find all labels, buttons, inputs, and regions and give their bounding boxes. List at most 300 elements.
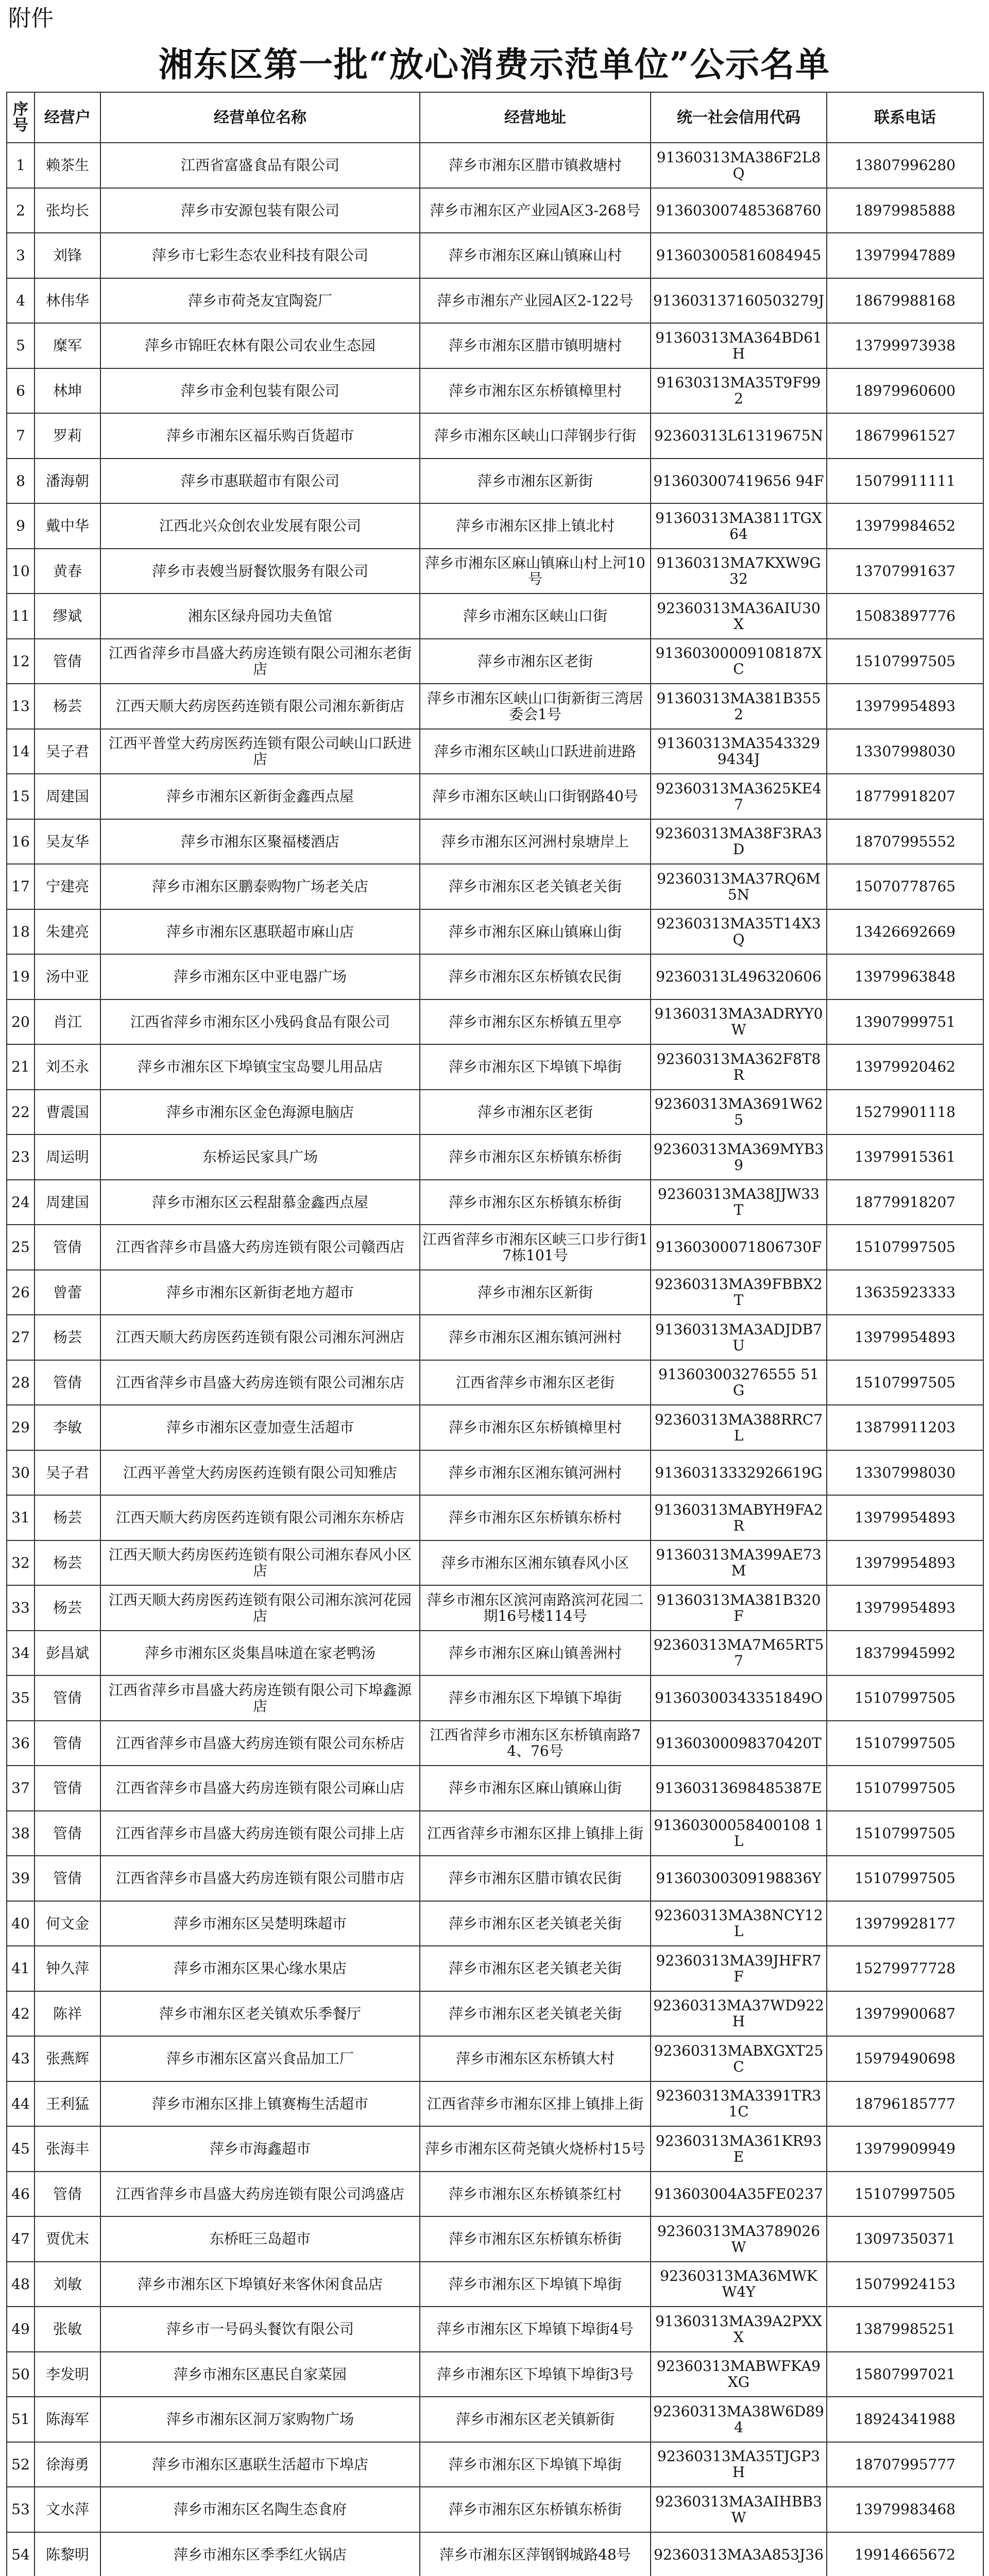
column-header-business-name: 经营单位名称: [100, 92, 420, 143]
cell-credit-code: 92360313MA362F8T8R: [651, 1044, 827, 1090]
table-row: [7, 1495, 983, 1540]
cell-business-name: 江西平普堂大药房医药连锁有限公司峡山口跃进店: [100, 729, 420, 774]
cell-address: 萍乡市湘东区东桥镇樟里村: [420, 1405, 651, 1450]
table-row: [7, 954, 983, 999]
cell-operator: 吴子君: [35, 1450, 100, 1496]
table-row: [7, 1675, 983, 1721]
cell-business-name: 江西省萍乡市昌盛大药房连锁有限公司麻山店: [100, 1766, 420, 1811]
cell-business-name: 萍乡市表嫂当厨餐饮服务有限公司: [100, 549, 420, 594]
cell-phone: 13979915361: [827, 1134, 983, 1180]
cell-index: 16: [7, 819, 35, 865]
cell-phone: 15107997505: [827, 1721, 983, 1766]
cell-operator: 周运明: [35, 1134, 100, 1180]
cell-address: 萍乡市湘东区麻山镇麻山街: [420, 909, 651, 955]
cell-operator: 宁建亮: [35, 864, 100, 909]
cell-business-name: 萍乡市湘东区惠民自家菜园: [100, 2352, 420, 2397]
cell-credit-code: 92360313MA3691W625: [651, 1090, 827, 1135]
cell-phone: 13097350371: [827, 2216, 983, 2262]
table-row: [7, 2126, 983, 2172]
cell-credit-code: 92360313MA3391TR31C: [651, 2081, 827, 2127]
cell-operator: 汤中亚: [35, 954, 100, 999]
cell-operator: 罗莉: [35, 413, 100, 459]
cell-operator: 管倩: [35, 1721, 100, 1766]
cell-operator: 黄春: [35, 549, 100, 594]
cell-phone: 13979954893: [827, 1315, 983, 1360]
cell-business-name: 萍乡市湘东区惠联生活超市下埠店: [100, 2442, 420, 2487]
cell-business-name: 江西省萍乡市昌盛大药房连锁有限公司湘东老街店: [100, 639, 420, 684]
cell-credit-code: 92360313MA369MYB39: [651, 1134, 827, 1180]
table-row: [7, 999, 983, 1045]
cell-business-name: 萍乡市湘东区福乐购百货超市: [100, 413, 420, 459]
cell-phone: 13879985251: [827, 2307, 983, 2352]
cell-credit-code: 913603003276555 51G: [651, 1360, 827, 1405]
cell-business-name: 江西天顺大药房医药连锁有限公司湘东春风小区店: [100, 1540, 420, 1586]
cell-credit-code: 913603007419656 94F: [651, 459, 827, 504]
cell-business-name: 江西省萍乡市湘东区小残码食品有限公司: [100, 999, 420, 1045]
cell-index: 7: [7, 413, 35, 459]
cell-credit-code: 92360313L61319675N: [651, 413, 827, 459]
cell-operator: 王利猛: [35, 2081, 100, 2127]
cell-business-name: 萍乡市湘东区鹏泰购物广场老关店: [100, 864, 420, 909]
cell-credit-code: 92360313MA38F3RA3D: [651, 819, 827, 865]
cell-credit-code: 92360313MA39JHFR7F: [651, 1946, 827, 1991]
cell-credit-code: 92360313MA361KR93E: [651, 2126, 827, 2172]
cell-address: 萍乡市湘东区荷尧镇火烧桥村15号: [420, 2126, 651, 2172]
table-header-row: [7, 92, 983, 143]
cell-address: 萍乡市湘东区湘东镇春风小区: [420, 1540, 651, 1586]
table-row: [7, 2216, 983, 2262]
cell-operator: 杨芸: [35, 1495, 100, 1540]
cell-index: 10: [7, 549, 35, 594]
cell-address: 萍乡市湘东区下埠镇下埠街3号: [420, 2352, 651, 2397]
cell-business-name: 萍乡市湘东区下埠镇宝宝岛婴儿用品店: [100, 1044, 420, 1090]
table-row: [7, 2172, 983, 2217]
cell-business-name: 萍乡市湘东区壹加壹生活超市: [100, 1405, 420, 1450]
cell-business-name: 江西天顺大药房医药连锁有限公司湘东新街店: [100, 684, 420, 729]
cell-phone: 15107997505: [827, 2172, 983, 2217]
cell-index: 22: [7, 1090, 35, 1135]
cell-phone: 13307998030: [827, 729, 983, 774]
cell-business-name: 萍乡市湘东区下埠镇好来客休闲食品店: [100, 2262, 420, 2307]
cell-address: 江西省萍乡市湘东区排上镇排上街: [420, 2081, 651, 2127]
cell-phone: 13907999751: [827, 999, 983, 1045]
cell-index: 40: [7, 1901, 35, 1946]
cell-credit-code: 91360300058400108 1L: [651, 1811, 827, 1856]
cell-business-name: 萍乡市湘东区名陶生态食府: [100, 2487, 420, 2532]
cell-index: 51: [7, 2397, 35, 2442]
cell-credit-code: 92360313MA39FBBX2T: [651, 1270, 827, 1315]
cell-phone: 13426692669: [827, 909, 983, 955]
cell-address: 萍乡市湘东区峡山口萍钢步行街: [420, 413, 651, 459]
cell-phone: 15807997021: [827, 2352, 983, 2397]
cell-address: 萍乡市湘东区东桥镇茶红村: [420, 2172, 651, 2217]
cell-credit-code: 92360313MA37WD922H: [651, 1991, 827, 2037]
cell-credit-code: 92360313MA35T14X3Q: [651, 909, 827, 955]
cell-address: 萍乡市湘东区麻山镇麻山街: [420, 1766, 651, 1811]
table-row: [7, 549, 983, 594]
cell-address: 江西省萍乡市湘东区老街: [420, 1360, 651, 1405]
cell-credit-code: 92360313MA38JJW33T: [651, 1180, 827, 1225]
cell-phone: 18979960600: [827, 368, 983, 414]
cell-credit-code: 91360313MA7KXW9G32: [651, 549, 827, 594]
table-row: [7, 1225, 983, 1270]
table-row: [7, 1044, 983, 1090]
cell-address: 萍乡市湘东区老关镇老关街: [420, 1901, 651, 1946]
cell-credit-code: 91360300309198836Y: [651, 1856, 827, 1901]
table-row: [7, 1540, 983, 1586]
cell-operator: 周建国: [35, 1180, 100, 1225]
cell-phone: 15079924153: [827, 2262, 983, 2307]
cell-phone: 13979909949: [827, 2126, 983, 2172]
table-row: [7, 2442, 983, 2487]
cell-operator: 陈黎明: [35, 2532, 100, 2576]
cell-credit-code: 92360313MABWFKA9XG: [651, 2352, 827, 2397]
cell-phone: 15107997505: [827, 1225, 983, 1270]
cell-business-name: 江西天顺大药房医药连锁有限公司湘东东桥店: [100, 1495, 420, 1540]
table-row: [7, 459, 983, 504]
cell-credit-code: 91630313MA35T9F992: [651, 368, 827, 414]
cell-credit-code: 92360313MA38NCY12L: [651, 1901, 827, 1946]
cell-operator: 管倩: [35, 1811, 100, 1856]
cell-index: 20: [7, 999, 35, 1045]
cell-credit-code: 91360313MA3ADRYY0W: [651, 999, 827, 1045]
cell-index: 21: [7, 1044, 35, 1090]
cell-address: 萍乡市湘东产业园A区2-122号: [420, 278, 651, 324]
cell-phone: 15107997505: [827, 1360, 983, 1405]
cell-address: 萍乡市湘东区峡山口街新街三湾居委会1号: [420, 684, 651, 729]
cell-phone: 13979983468: [827, 2487, 983, 2532]
cell-index: 50: [7, 2352, 35, 2397]
cell-phone: 18707995777: [827, 2442, 983, 2487]
cell-credit-code: 913603007485368760: [651, 188, 827, 233]
table-row: [7, 729, 983, 774]
cell-operator: 管倩: [35, 639, 100, 684]
cell-index: 34: [7, 1631, 35, 1676]
cell-business-name: 江西北兴众创农业发展有限公司: [100, 503, 420, 549]
cell-operator: 李发明: [35, 2352, 100, 2397]
cell-credit-code: 92360313MA36AIU30X: [651, 594, 827, 639]
table-row: [7, 1721, 983, 1766]
cell-index: 18: [7, 909, 35, 955]
cell-index: 48: [7, 2262, 35, 2307]
cell-credit-code: 92360313MA3A853J36: [651, 2532, 827, 2576]
cell-business-name: 萍乡市湘东区果心缘水果店: [100, 1946, 420, 1991]
cell-address: 萍乡市湘东区湘东镇河洲村: [420, 1450, 651, 1496]
cell-credit-code: 91360313MA381B3552: [651, 684, 827, 729]
cell-index: 49: [7, 2307, 35, 2352]
cell-business-name: 萍乡市湘东区老关镇欢乐季餐厅: [100, 1991, 420, 2037]
cell-address: 萍乡市湘东区下埠镇下埠街: [420, 1675, 651, 1721]
cell-credit-code: 91360313MA381B320F: [651, 1585, 827, 1631]
cell-index: 6: [7, 368, 35, 414]
cell-phone: 18796185777: [827, 2081, 983, 2127]
cell-business-name: 萍乡市锦旺农林有限公司农业生态园: [100, 323, 420, 368]
cell-index: 43: [7, 2036, 35, 2081]
table-row: [7, 1811, 983, 1856]
cell-business-name: 萍乡市湘东区富兴食品加工厂: [100, 2036, 420, 2081]
cell-credit-code: 92360313MA3625KE47: [651, 774, 827, 819]
cell-index: 25: [7, 1225, 35, 1270]
cell-index: 19: [7, 954, 35, 999]
cell-operator: 张均长: [35, 188, 100, 233]
cell-operator: 徐海勇: [35, 2442, 100, 2487]
cell-operator: 刘丕永: [35, 1044, 100, 1090]
cell-operator: 管倩: [35, 1856, 100, 1901]
cell-index: 17: [7, 864, 35, 909]
cell-phone: 15107997505: [827, 1766, 983, 1811]
cell-credit-code: 92360313MA37RQ6M5N: [651, 864, 827, 909]
cell-business-name: 萍乡市惠联超市有限公司: [100, 459, 420, 504]
cell-index: 14: [7, 729, 35, 774]
cell-index: 39: [7, 1856, 35, 1901]
cell-index: 53: [7, 2487, 35, 2532]
cell-phone: 13979954893: [827, 1540, 983, 1586]
cell-business-name: 萍乡市湘东区中亚电器广场: [100, 954, 420, 999]
cell-credit-code: 913603005816084945: [651, 233, 827, 278]
table-row: [7, 2397, 983, 2442]
cell-credit-code: 91360313698485387E: [651, 1766, 827, 1811]
cell-business-name: 萍乡市湘东区新街金鑫西点屋: [100, 774, 420, 819]
cell-address: 萍乡市湘东区东桥镇五里亭: [420, 999, 651, 1045]
table-row: [7, 503, 983, 549]
cell-phone: 15107997505: [827, 1675, 983, 1721]
cell-address: 萍乡市湘东区麻山镇善洲村: [420, 1631, 651, 1676]
cell-index: 9: [7, 503, 35, 549]
cell-index: 29: [7, 1405, 35, 1450]
cell-address: 萍乡市湘东区老关镇新街: [420, 2397, 651, 2442]
cell-address: 萍乡市湘东区老街: [420, 1090, 651, 1135]
cell-credit-code: 92360313MA3AIHBB3W: [651, 2487, 827, 2532]
table-row: [7, 1450, 983, 1496]
cell-business-name: 萍乡市海鑫超市: [100, 2126, 420, 2172]
cell-credit-code: 91360313MA386F2L8Q: [651, 143, 827, 188]
cell-address: 萍乡市湘东区新街: [420, 1270, 651, 1315]
cell-index: 36: [7, 1721, 35, 1766]
cell-credit-code: 92360313MA3789026W: [651, 2216, 827, 2262]
cell-business-name: 萍乡市湘东区排上镇赛梅生活超市: [100, 2081, 420, 2127]
cell-operator: 朱建亮: [35, 909, 100, 955]
table-row: [7, 1090, 983, 1135]
cell-business-name: 东桥旺三岛超市: [100, 2216, 420, 2262]
cell-index: 37: [7, 1766, 35, 1811]
cell-address: 萍乡市湘东区麻山镇麻山村: [420, 233, 651, 278]
cell-index: 3: [7, 233, 35, 278]
table-row: [7, 2036, 983, 2081]
cell-operator: 刘敏: [35, 2262, 100, 2307]
cell-address: 萍乡市湘东区东桥镇东桥街: [420, 1180, 651, 1225]
cell-address: 萍乡市湘东区东桥镇农民街: [420, 954, 651, 999]
cell-phone: 18679988168: [827, 278, 983, 324]
merchant-table: [6, 92, 984, 2576]
cell-index: 32: [7, 1540, 35, 1586]
table-row: [7, 1585, 983, 1631]
cell-phone: 13979963848: [827, 954, 983, 999]
cell-phone: 15083897776: [827, 594, 983, 639]
cell-operator: 何文金: [35, 1901, 100, 1946]
cell-phone: 18679961527: [827, 413, 983, 459]
cell-credit-code: 91360313332926619G: [651, 1450, 827, 1496]
cell-operator: 林坤: [35, 368, 100, 414]
cell-index: 54: [7, 2532, 35, 2576]
cell-operator: 刘锋: [35, 233, 100, 278]
cell-operator: 戴中华: [35, 503, 100, 549]
cell-phone: 18979985888: [827, 188, 983, 233]
cell-address: 萍乡市湘东区下埠镇下埠街: [420, 2262, 651, 2307]
cell-business-name: 江西省萍乡市昌盛大药房连锁有限公司赣西店: [100, 1225, 420, 1270]
cell-business-name: 江西省富盛食品有限公司: [100, 143, 420, 188]
cell-address: 萍乡市湘东区河洲村泉塘岸上: [420, 819, 651, 865]
cell-credit-code: 913603137160503279J: [651, 278, 827, 324]
document-title: 湘东区第一批“放心消费示范单位”公示名单: [159, 44, 830, 84]
cell-index: 27: [7, 1315, 35, 1360]
cell-operator: 张燕辉: [35, 2036, 100, 2081]
cell-phone: 13707991637: [827, 549, 983, 594]
cell-index: 31: [7, 1495, 35, 1540]
cell-credit-code: 91360300343351849O: [651, 1675, 827, 1721]
cell-operator: 管倩: [35, 1360, 100, 1405]
cell-credit-code: 92360313MA7M65RT57: [651, 1631, 827, 1676]
table-row: [7, 1946, 983, 1991]
cell-operator: 缪斌: [35, 594, 100, 639]
cell-phone: 18707995552: [827, 819, 983, 865]
table-row: [7, 1360, 983, 1405]
cell-business-name: 萍乡市一号码头餐饮有限公司: [100, 2307, 420, 2352]
table-row: [7, 143, 983, 188]
cell-operator: 杨芸: [35, 684, 100, 729]
cell-index: 33: [7, 1585, 35, 1631]
cell-index: 26: [7, 1270, 35, 1315]
cell-index: 1: [7, 143, 35, 188]
table-row: [7, 188, 983, 233]
cell-business-name: 萍乡市金利包装有限公司: [100, 368, 420, 414]
cell-operator: 文水萍: [35, 2487, 100, 2532]
cell-address: 萍乡市湘东区下埠镇下埠街4号: [420, 2307, 651, 2352]
cell-business-name: 江西天顺大药房医药连锁有限公司湘东河洲店: [100, 1315, 420, 1360]
cell-operator: 张海丰: [35, 2126, 100, 2172]
table-row: [7, 1180, 983, 1225]
cell-phone: 15279977728: [827, 1946, 983, 1991]
cell-operator: 陈祥: [35, 1991, 100, 2037]
cell-address: 江西省萍乡市湘东区峡三口步行街17栋101号: [420, 1225, 651, 1270]
cell-operator: 管倩: [35, 1766, 100, 1811]
table-row: [7, 1856, 983, 1901]
cell-index: 11: [7, 594, 35, 639]
cell-index: 8: [7, 459, 35, 504]
cell-phone: 15107997505: [827, 639, 983, 684]
cell-phone: 13979954893: [827, 684, 983, 729]
cell-index: 35: [7, 1675, 35, 1721]
cell-phone: 15079911111: [827, 459, 983, 504]
cell-operator: 周建国: [35, 774, 100, 819]
cell-credit-code: 92360313MA36MWKW4Y: [651, 2262, 827, 2307]
table-row: [7, 413, 983, 459]
cell-address: 萍乡市湘东区老关镇老关街: [420, 1946, 651, 1991]
cell-business-name: 萍乡市湘东区吴楚明珠超市: [100, 1901, 420, 1946]
cell-address: 萍乡市湘东区老关镇老关街: [420, 864, 651, 909]
cell-credit-code: 91360313MA39A2PXXX: [651, 2307, 827, 2352]
cell-phone: 13799973938: [827, 323, 983, 368]
cell-operator: 李敏: [35, 1405, 100, 1450]
cell-phone: 13979954893: [827, 1495, 983, 1540]
table-row: [7, 774, 983, 819]
table-body: [7, 143, 983, 2576]
cell-address: 萍乡市湘东区下埠镇下埠街: [420, 2442, 651, 2487]
cell-phone: 13979920462: [827, 1044, 983, 1090]
cell-operator: 陈海军: [35, 2397, 100, 2442]
cell-credit-code: 91360313MA399AE73M: [651, 1540, 827, 1586]
table-row: [7, 639, 983, 684]
cell-business-name: 湘东区绿舟园功夫鱼馆: [100, 594, 420, 639]
cell-operator: 林伟华: [35, 278, 100, 324]
cell-business-name: 江西省萍乡市昌盛大药房连锁有限公司腊市店: [100, 1856, 420, 1901]
cell-credit-code: 92360313MA388RRC7L: [651, 1405, 827, 1450]
cell-operator: 钟久萍: [35, 1946, 100, 1991]
cell-operator: 吴子君: [35, 729, 100, 774]
cell-credit-code: 91360313MA3811TGX64: [651, 503, 827, 549]
cell-address: 萍乡市湘东区东桥镇樟里村: [420, 368, 651, 414]
cell-credit-code: 91360313MA364BD61H: [651, 323, 827, 368]
cell-address: 萍乡市湘东区产业园A区3-268号: [420, 188, 651, 233]
cell-operator: 杨芸: [35, 1585, 100, 1631]
cell-address: 萍乡市湘东区东桥镇东桥街: [420, 2487, 651, 2532]
cell-business-name: 萍乡市安源包装有限公司: [100, 188, 420, 233]
cell-credit-code: 91360300009108187XC: [651, 639, 827, 684]
cell-address: 江西省萍乡市湘东区东桥镇南路74、76号: [420, 1721, 651, 1766]
cell-business-name: 江西省萍乡市昌盛大药房连锁有限公司东桥店: [100, 1721, 420, 1766]
cell-business-name: 萍乡市荷尧友宜陶瓷厂: [100, 278, 420, 324]
cell-phone: 18779918207: [827, 1180, 983, 1225]
cell-phone: 18924341988: [827, 2397, 983, 2442]
cell-index: 13: [7, 684, 35, 729]
cell-business-name: 东桥运民家具广场: [100, 1134, 420, 1180]
cell-phone: 15107997505: [827, 1856, 983, 1901]
cell-index: 15: [7, 774, 35, 819]
cell-operator: 贾优末: [35, 2216, 100, 2262]
cell-index: 46: [7, 2172, 35, 2217]
cell-index: 38: [7, 1811, 35, 1856]
cell-phone: 15279901118: [827, 1090, 983, 1135]
cell-phone: 13307998030: [827, 1450, 983, 1496]
cell-index: 44: [7, 2081, 35, 2127]
cell-credit-code: 92360313MABXGXT25C: [651, 2036, 827, 2081]
cell-credit-code: 91360300098370420T: [651, 1721, 827, 1766]
table-row: [7, 2262, 983, 2307]
cell-index: 2: [7, 188, 35, 233]
cell-credit-code: 913603004A35FE0237: [651, 2172, 827, 2217]
cell-credit-code: 91360313MA3ADJDB7U: [651, 1315, 827, 1360]
cell-address: 萍乡市湘东区峡山口街: [420, 594, 651, 639]
cell-phone: 15979490698: [827, 2036, 983, 2081]
cell-business-name: 萍乡市湘东区季季红火锅店: [100, 2532, 420, 2576]
cell-index: 28: [7, 1360, 35, 1405]
cell-operator: 管倩: [35, 2172, 100, 2217]
cell-address: 萍乡市湘东区新街: [420, 459, 651, 504]
cell-phone: 13807996280: [827, 143, 983, 188]
column-header-phone: 联系电话: [827, 92, 983, 143]
cell-phone: 15070778765: [827, 864, 983, 909]
cell-business-name: 萍乡市湘东区炎集昌味道在家老鸭汤: [100, 1631, 420, 1676]
cell-business-name: 萍乡市七彩生态农业科技有限公司: [100, 233, 420, 278]
cell-business-name: 萍乡市湘东区洞万家购物广场: [100, 2397, 420, 2442]
cell-index: 24: [7, 1180, 35, 1225]
cell-operator: 彭昌斌: [35, 1631, 100, 1676]
table-row: [7, 594, 983, 639]
cell-credit-code: 92360313MA38W6D894: [651, 2397, 827, 2442]
cell-operator: 管倩: [35, 1675, 100, 1721]
table-row: [7, 1991, 983, 2037]
cell-address: 萍乡市湘东区老关镇老关街: [420, 1991, 651, 2037]
cell-address: 萍乡市湘东区腊市镇救塘村: [420, 143, 651, 188]
